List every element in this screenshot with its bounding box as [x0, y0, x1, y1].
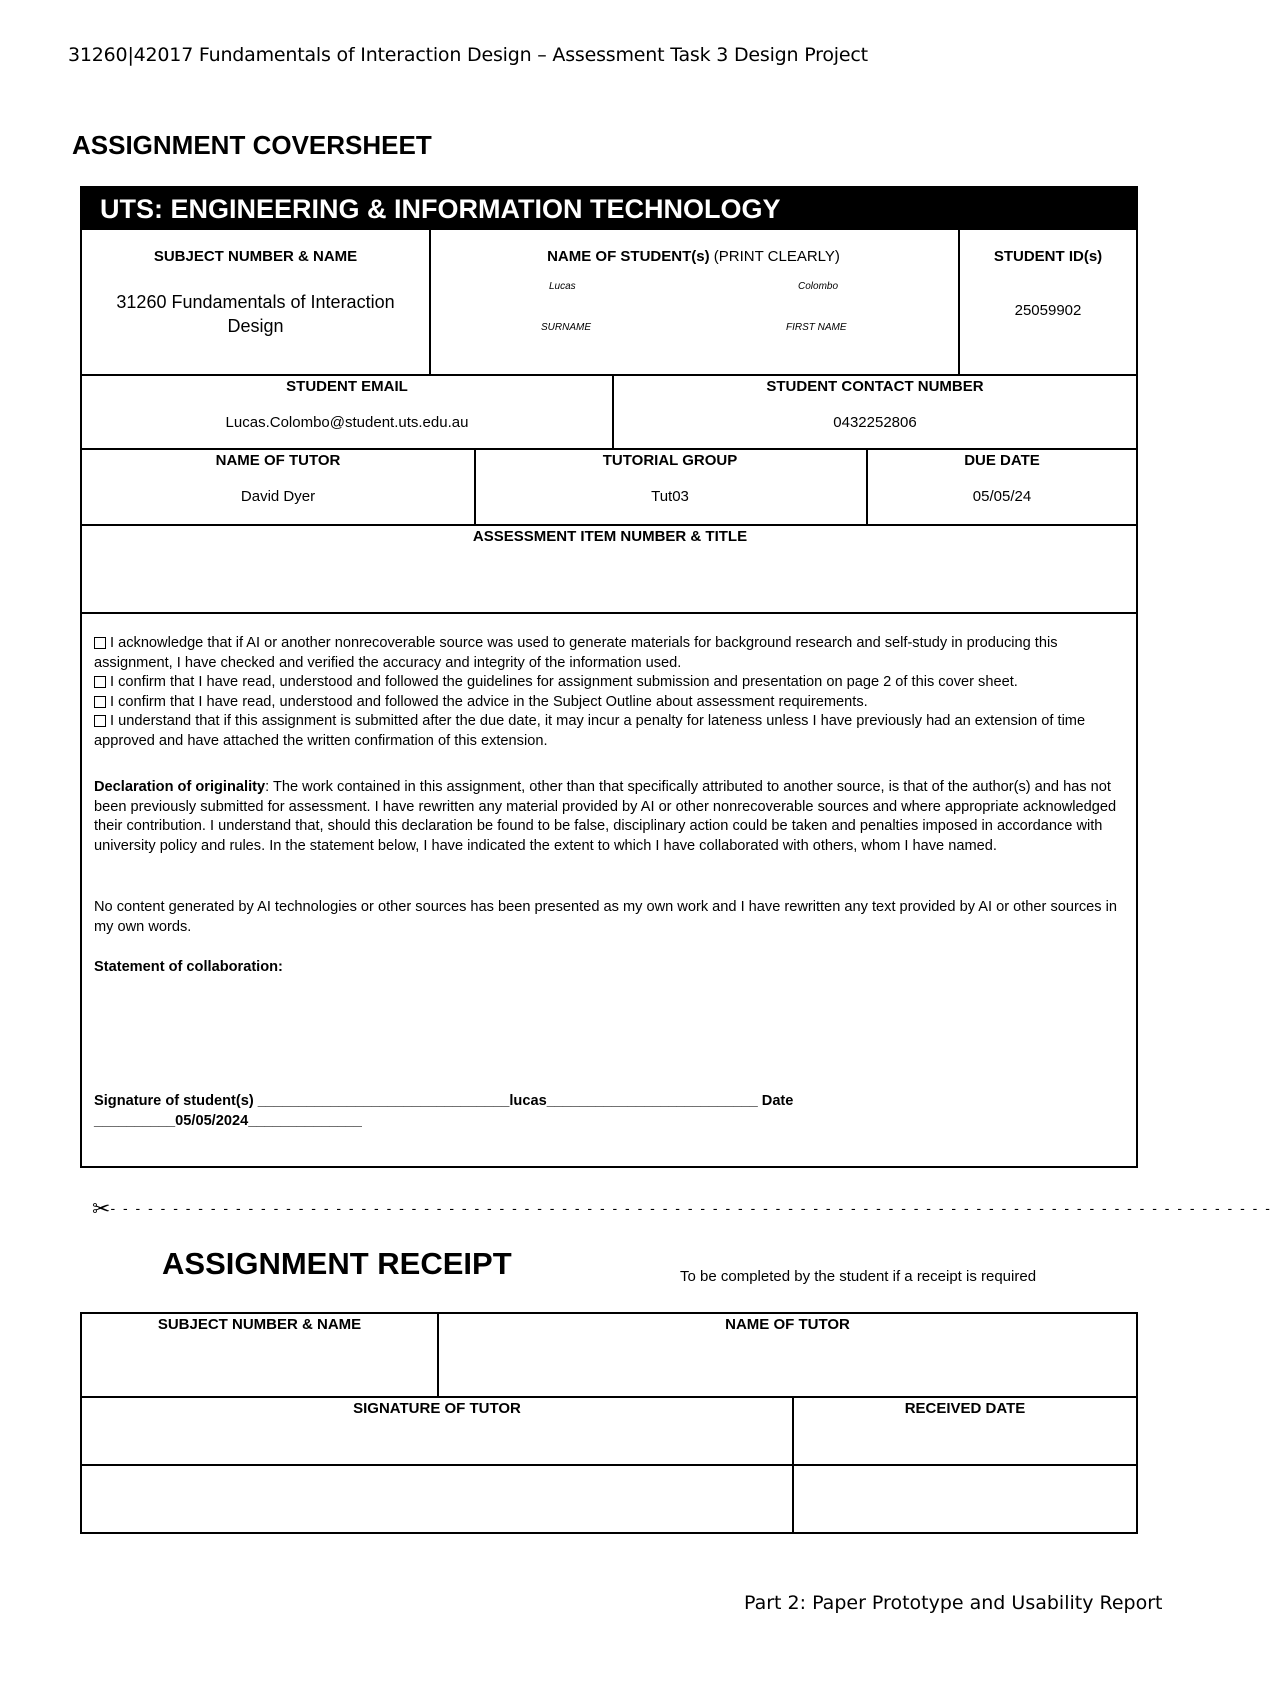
- checkbox[interactable]: [94, 676, 106, 688]
- receipt-signature-header: SIGNATURE OF TUTOR: [353, 1400, 521, 1417]
- tutor-header: NAME OF TUTOR: [215, 452, 341, 469]
- surname-value[interactable]: Lucas: [549, 281, 576, 292]
- due-date-value[interactable]: 05/05/24: [972, 488, 1032, 505]
- subject-value[interactable]: 31260 Fundamentals of Interaction Design: [116, 292, 395, 336]
- student-id-value[interactable]: 25059902: [1014, 302, 1082, 319]
- acknowledgement-item: I understand that if this assignment is submitted after the due date, it may incur a penalty for lateness unless I have previously had an extension of time approved and have attached the written confirmation of this extension.: [94, 713, 1086, 749]
- receipt-tutor-header: NAME OF TUTOR: [725, 1316, 850, 1333]
- scissors-icon: ✂: [92, 1196, 111, 1221]
- surname-label: SURNAME: [541, 322, 592, 333]
- collaboration-label: Statement of collaboration:: [94, 959, 283, 975]
- group-value[interactable]: Tut03: [651, 488, 689, 505]
- acknowledgement-item: I confirm that I have read, understood and followed the guidelines for assignment submission and presentation on page 2 of this cover sheet.: [94, 673, 1130, 693]
- page-footer: Part 2: Paper Prototype and Usability Report: [744, 1592, 1163, 1614]
- student-id-header: STUDENT ID(s): [993, 248, 1103, 265]
- cut-line: ✂- - - - - - - - - - - - - - - - - - - - - - - - - - - - - - - - - - - - - - - - - - - - - - - - - - - - - - - - - - - - - - - - - - - - - - - - - - - - - - - - - - - - - - - - - - - - -: [92, 1196, 1272, 1221]
- subject-header: SUBJECT NUMBER & NAME: [153, 248, 358, 265]
- coversheet-form: [80, 186, 1138, 1168]
- student-name-header: NAME OF STUDENT(s) (PRINT CLEARLY): [547, 248, 840, 265]
- acknowledgement-item: I confirm that I have read, understood and followed the advice in the Subject Outline about assessment requirements.: [94, 693, 1130, 713]
- receipt-subject-header: SUBJECT NUMBER & NAME: [157, 1316, 362, 1333]
- contact-header: STUDENT CONTACT NUMBER: [766, 378, 984, 395]
- declaration-paragraph: Declaration of originality: The work contained in this assignment, other than that specifically attributed to another source, is that of the author(s) and has not been previously submitted for assessment. I have rewritten any material provided by AI or other nonrecoverable sources and where appropriate acknowledged their contribution. I understand that, should this declaration be found to be false, disciplinary action could be taken and penalties imposed in accordance with university policy and rules. In the statement below, I have indicated the extent to which I have collaborated with others, whom I have named.: [94, 779, 1117, 854]
- firstname-label: FIRST NAME: [786, 322, 847, 333]
- signature-line[interactable]: Signature of student(s) _______________________________lucas__________________________ Date __________05/05/2024______________: [94, 1093, 794, 1129]
- checkbox[interactable]: [94, 696, 106, 708]
- page-title: ASSIGNMENT COVERSHEET: [72, 130, 432, 160]
- faculty-banner: UTS: ENGINEERING & INFORMATION TECHNOLOGY: [82, 188, 1136, 230]
- checkbox[interactable]: [94, 637, 106, 649]
- receipt-date-header: RECEIVED DATE: [904, 1400, 1026, 1417]
- receipt-form: [80, 1312, 1138, 1534]
- acknowledgement-list: [94, 634, 1130, 752]
- contact-value[interactable]: 0432252806: [833, 414, 917, 431]
- group-header: TUTORIAL GROUP: [602, 452, 738, 469]
- running-header: 31260|42017 Fundamentals of Interaction Design – Assessment Task 3 Design Project: [68, 44, 868, 66]
- receipt-title: ASSIGNMENT RECEIPT: [162, 1246, 512, 1281]
- tutor-value[interactable]: David Dyer: [240, 488, 316, 505]
- acknowledgement-item: I acknowledge that if AI or another nonrecoverable source was used to generate materials for background research and self-study in producing this assignment, I have checked and verified the accuracy and integrity of the information used.: [94, 635, 1058, 671]
- firstname-value[interactable]: Colombo: [798, 281, 839, 292]
- due-date-header: DUE DATE: [964, 452, 1040, 469]
- assessment-header: ASSESSMENT ITEM NUMBER & TITLE: [472, 528, 748, 545]
- email-header: STUDENT EMAIL: [286, 378, 408, 395]
- checkbox[interactable]: [94, 715, 106, 727]
- receipt-note: To be completed by the student if a receipt is required: [680, 1268, 1037, 1285]
- ai-statement: No content generated by AI technologies or other sources has been presented as my own work and I have rewritten any text provided by AI or other sources in my own words.: [94, 899, 1117, 935]
- email-value[interactable]: Lucas.Colombo@student.uts.edu.au: [225, 414, 469, 431]
